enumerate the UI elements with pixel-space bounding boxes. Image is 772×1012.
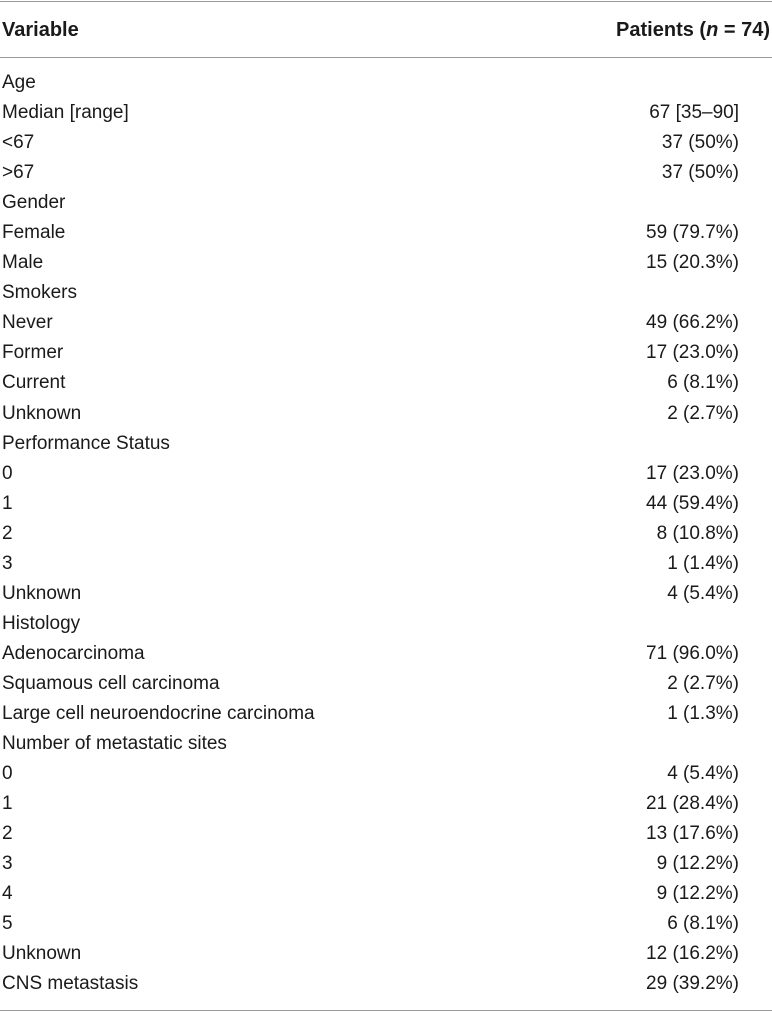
row-label: 3: [2, 853, 13, 875]
row-value: 13 (17.6%): [646, 823, 739, 845]
row-label: 5: [2, 913, 13, 935]
row-label: Adenocarcinoma: [2, 642, 145, 664]
row-label: Histology: [2, 612, 81, 634]
table-row: [0, 489, 772, 519]
header-patients-n: n: [706, 19, 719, 41]
row-value: 67 [35–90]: [649, 102, 739, 124]
row-label: CNS metastasis: [2, 973, 139, 995]
table-header: [0, 2, 772, 57]
row-label: Number of metastatic sites: [2, 733, 227, 755]
row-value: 8 (10.8%): [656, 522, 739, 544]
row-label: >67: [2, 162, 35, 184]
table-row: [0, 759, 772, 789]
header-patients: [616, 18, 770, 42]
row-label: Age: [2, 72, 36, 93]
row-value: 49 (66.2%): [646, 312, 739, 334]
row-label: Unknown: [2, 943, 82, 965]
row-label: Median [range]: [2, 102, 129, 124]
table-row: [0, 338, 772, 368]
table-row: [0, 969, 772, 999]
header-rule: [0, 57, 772, 58]
header-variable: Variable: [2, 19, 79, 41]
row-value: 17 (23.0%): [646, 342, 739, 364]
row-value: 6 (8.1%): [667, 913, 739, 935]
row-value: 1 (1.3%): [667, 702, 739, 724]
table-row: [0, 429, 772, 459]
row-label: 0: [2, 763, 13, 785]
row-label: Gender: [2, 192, 66, 214]
row-value: 2 (2.7%): [667, 402, 739, 424]
row-label: 0: [2, 462, 13, 484]
row-value: 59 (79.7%): [646, 222, 739, 244]
row-value: 17 (23.0%): [646, 462, 739, 484]
table-row: [0, 368, 772, 398]
table-row: [0, 579, 772, 609]
row-value: 44 (59.4%): [646, 492, 739, 514]
row-value: 37 (50%): [661, 132, 739, 154]
table-row: [0, 729, 772, 759]
table-row: [0, 68, 772, 98]
row-label: Smokers: [2, 282, 77, 304]
table-row: [0, 699, 772, 729]
row-label: Female: [2, 222, 66, 244]
table-row: [0, 939, 772, 969]
row-label: 3: [2, 552, 13, 574]
row-label: <67: [2, 132, 35, 154]
table-row: [0, 248, 772, 278]
table-row: [0, 188, 772, 218]
row-label: Unknown: [2, 402, 82, 424]
row-value: 1 (1.4%): [667, 552, 739, 574]
table-row: [0, 158, 772, 188]
row-value: 4 (5.4%): [667, 763, 739, 785]
table-row: [0, 639, 772, 669]
table-row: [0, 308, 772, 338]
row-value: 6 (8.1%): [667, 372, 739, 394]
table-row: [0, 128, 772, 158]
row-label: 2: [2, 522, 13, 544]
row-value: 9 (12.2%): [656, 853, 739, 875]
row-label: 2: [2, 823, 13, 845]
row-label: Male: [2, 252, 44, 274]
row-value: 29 (39.2%): [646, 973, 739, 995]
row-label: Former: [2, 342, 64, 364]
row-value: 9 (12.2%): [656, 883, 739, 905]
row-label: 4: [2, 883, 13, 905]
row-value: 12 (16.2%): [646, 943, 739, 965]
row-label: Unknown: [2, 582, 82, 604]
table-row: [0, 879, 772, 909]
table-row: [0, 399, 772, 429]
table-row: [0, 459, 772, 489]
table-row: [0, 98, 772, 128]
table-row: [0, 549, 772, 579]
header-patients-prefix: Patients (: [616, 19, 707, 41]
row-value: 2 (2.7%): [667, 672, 739, 694]
row-value: 4 (5.4%): [667, 582, 739, 604]
table-body: [0, 68, 772, 999]
table-row: [0, 819, 772, 849]
row-value: 71 (96.0%): [646, 642, 739, 664]
row-value: 21 (28.4%): [646, 793, 739, 815]
row-label: Squamous cell carcinoma: [2, 672, 220, 694]
table-row: [0, 909, 772, 939]
row-label: Performance Status: [2, 432, 170, 454]
row-label: 1: [2, 492, 13, 514]
header-patients-suffix: = 74): [718, 19, 770, 41]
table-row: [0, 278, 772, 308]
table-row: [0, 609, 772, 639]
row-label: Never: [2, 312, 53, 334]
row-label: Current: [2, 372, 66, 394]
row-label: 1: [2, 793, 13, 815]
table-row: [0, 218, 772, 248]
table-row: [0, 519, 772, 549]
table-bottom-rule: [0, 1010, 772, 1011]
table-row: [0, 849, 772, 879]
row-value: 37 (50%): [661, 162, 739, 184]
row-value: 15 (20.3%): [646, 252, 739, 274]
table-row: [0, 669, 772, 699]
row-label: Large cell neuroendocrine carcinoma: [2, 702, 315, 724]
table-row: [0, 789, 772, 819]
